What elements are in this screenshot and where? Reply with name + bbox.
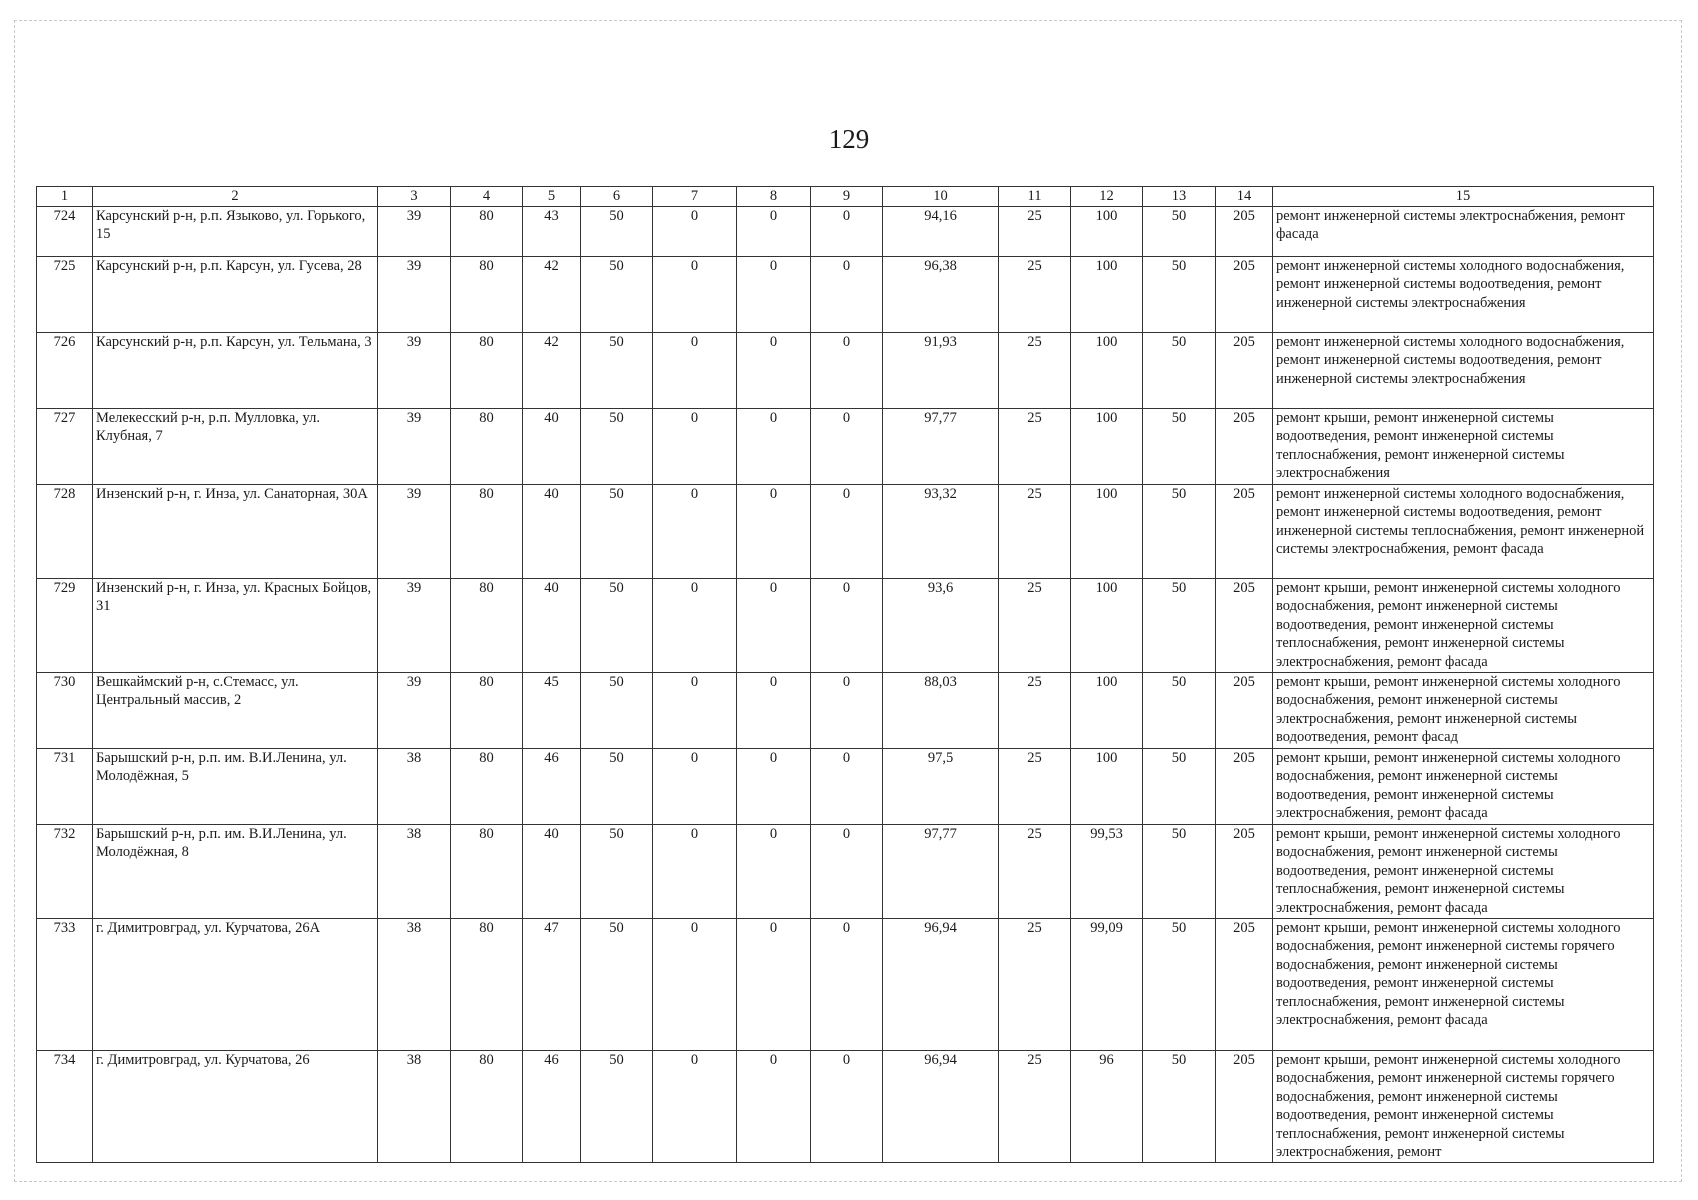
value-cell: 25 [999,918,1071,1050]
value-cell: 40 [523,824,581,918]
value-cell: 100 [1071,332,1143,408]
value-cell: 96 [1071,1050,1143,1162]
value-cell: 50 [581,332,653,408]
works-cell: ремонт инженерной системы холодного водоснабжения, ремонт инженерной системы водоотведения, ремонт инженерной системы электроснабжения [1273,332,1654,408]
row-number: 732 [37,824,93,918]
column-header: 9 [811,187,883,207]
value-cell: 40 [523,484,581,578]
value-cell: 50 [581,672,653,748]
value-cell: 0 [737,206,811,256]
value-cell: 50 [1143,918,1216,1050]
value-cell: 99,53 [1071,824,1143,918]
value-cell: 80 [451,824,523,918]
row-number: 725 [37,256,93,332]
value-cell: 42 [523,256,581,332]
row-number: 728 [37,484,93,578]
table-row [37,484,1654,578]
value-cell: 50 [1143,824,1216,918]
value-cell: 205 [1216,408,1273,484]
table-row [37,578,1654,672]
value-cell: 50 [1143,578,1216,672]
value-cell: 99,09 [1071,918,1143,1050]
column-header: 5 [523,187,581,207]
value-cell: 50 [1143,672,1216,748]
value-cell: 40 [523,408,581,484]
value-cell: 0 [811,578,883,672]
value-cell: 96,38 [883,256,999,332]
value-cell: 205 [1216,332,1273,408]
value-cell: 25 [999,206,1071,256]
value-cell: 80 [451,918,523,1050]
value-cell: 0 [653,1050,737,1162]
value-cell: 50 [581,824,653,918]
value-cell: 0 [653,578,737,672]
data-table [36,186,1654,1163]
value-cell: 0 [653,256,737,332]
row-number: 734 [37,1050,93,1162]
value-cell: 0 [653,824,737,918]
address-cell: Карсунский р-н, р.п. Карсун, ул. Гусева, 28 [93,256,378,332]
value-cell: 40 [523,578,581,672]
value-cell: 0 [653,408,737,484]
address-cell: г. Димитровград, ул. Курчатова, 26 [93,1050,378,1162]
value-cell: 39 [378,484,451,578]
works-cell: ремонт инженерной системы холодного водоснабжения, ремонт инженерной системы водоотведения, ремонт инженерной системы электроснабжения [1273,256,1654,332]
value-cell: 0 [811,408,883,484]
row-number: 727 [37,408,93,484]
address-cell: Вешкаймский р-н, с.Стемасс, ул. Центральный массив, 2 [93,672,378,748]
value-cell: 38 [378,918,451,1050]
value-cell: 0 [653,484,737,578]
column-header: 12 [1071,187,1143,207]
value-cell: 25 [999,824,1071,918]
value-cell: 0 [653,748,737,824]
value-cell: 42 [523,332,581,408]
value-cell: 50 [1143,408,1216,484]
column-header: 4 [451,187,523,207]
address-cell: Инзенский р-н, г. Инза, ул. Санаторная, 30А [93,484,378,578]
value-cell: 50 [581,206,653,256]
column-header: 2 [93,187,378,207]
value-cell: 39 [378,256,451,332]
works-cell: ремонт крыши, ремонт инженерной системы холодного водоснабжения, ремонт инженерной системы водоотведения, ремонт инженерной системы теплоснабжения, ремонт инженерной системы электроснабжения, ремонт фасада [1273,824,1654,918]
table-row [37,748,1654,824]
value-cell: 47 [523,918,581,1050]
value-cell: 80 [451,672,523,748]
value-cell: 0 [811,206,883,256]
column-header: 3 [378,187,451,207]
value-cell: 97,77 [883,824,999,918]
value-cell: 91,93 [883,332,999,408]
value-cell: 39 [378,408,451,484]
value-cell: 38 [378,824,451,918]
value-cell: 100 [1071,748,1143,824]
column-header: 11 [999,187,1071,207]
row-number: 730 [37,672,93,748]
value-cell: 46 [523,1050,581,1162]
value-cell: 80 [451,206,523,256]
value-cell: 205 [1216,206,1273,256]
table-header-row [37,187,1654,207]
value-cell: 205 [1216,748,1273,824]
value-cell: 205 [1216,256,1273,332]
value-cell: 25 [999,256,1071,332]
value-cell: 205 [1216,918,1273,1050]
value-cell: 0 [737,672,811,748]
value-cell: 205 [1216,824,1273,918]
value-cell: 88,03 [883,672,999,748]
value-cell: 25 [999,332,1071,408]
address-cell: Инзенский р-н, г. Инза, ул. Красных Бойцов, 31 [93,578,378,672]
value-cell: 0 [737,484,811,578]
value-cell: 39 [378,578,451,672]
value-cell: 0 [737,1050,811,1162]
page-number: 129 [828,124,870,154]
value-cell: 25 [999,748,1071,824]
row-number: 731 [37,748,93,824]
value-cell: 0 [811,256,883,332]
table-row [37,256,1654,332]
column-header: 15 [1273,187,1654,207]
value-cell: 94,16 [883,206,999,256]
value-cell: 0 [737,578,811,672]
value-cell: 50 [1143,256,1216,332]
table-row [37,672,1654,748]
table-row [37,408,1654,484]
value-cell: 0 [811,1050,883,1162]
value-cell: 96,94 [883,918,999,1050]
column-header: 10 [883,187,999,207]
works-cell: ремонт инженерной системы электроснабжения, ремонт фасада [1273,206,1654,256]
value-cell: 0 [737,256,811,332]
address-cell: г. Димитровград, ул. Курчатова, 26А [93,918,378,1050]
value-cell: 38 [378,748,451,824]
value-cell: 80 [451,748,523,824]
value-cell: 0 [737,918,811,1050]
works-cell: ремонт крыши, ремонт инженерной системы холодного водоснабжения, ремонт инженерной системы горячего водоснабжения, ремонт инженерной системы водоотведения, ремонт инженерной системы теплоснабжения, ремонт инженерной системы электроснабжения, ремонт [1273,1050,1654,1162]
address-cell: Мелекесский р-н, р.п. Мулловка, ул. Клубная, 7 [93,408,378,484]
value-cell: 0 [653,918,737,1050]
row-number: 733 [37,918,93,1050]
value-cell: 80 [451,484,523,578]
value-cell: 50 [581,484,653,578]
value-cell: 45 [523,672,581,748]
table-row [37,824,1654,918]
value-cell: 43 [523,206,581,256]
works-cell: ремонт крыши, ремонт инженерной системы водоотведения, ремонт инженерной системы теплоснабжения, ремонт инженерной системы электроснабжения [1273,408,1654,484]
works-cell: ремонт инженерной системы холодного водоснабжения, ремонт инженерной системы водоотведения, ремонт инженерной системы теплоснабжения, ремонт инженерной системы электроснабжения, ремонт фасада [1273,484,1654,578]
works-cell: ремонт крыши, ремонт инженерной системы холодного водоснабжения, ремонт инженерной системы электроснабжения, ремонт инженерной системы водоотведения, ремонт фасад [1273,672,1654,748]
column-header: 13 [1143,187,1216,207]
value-cell: 100 [1071,408,1143,484]
value-cell: 50 [581,408,653,484]
address-cell: Барышский р-н, р.п. им. В.И.Ленина, ул. Молодёжная, 5 [93,748,378,824]
table-row [37,332,1654,408]
value-cell: 50 [1143,206,1216,256]
value-cell: 50 [581,748,653,824]
value-cell: 93,6 [883,578,999,672]
value-cell: 25 [999,672,1071,748]
value-cell: 205 [1216,484,1273,578]
row-number: 729 [37,578,93,672]
value-cell: 0 [653,672,737,748]
column-header: 7 [653,187,737,207]
value-cell: 205 [1216,1050,1273,1162]
value-cell: 0 [737,332,811,408]
table-row [37,1050,1654,1162]
column-header: 1 [37,187,93,207]
value-cell: 50 [1143,748,1216,824]
value-cell: 93,32 [883,484,999,578]
value-cell: 80 [451,578,523,672]
value-cell: 38 [378,1050,451,1162]
value-cell: 50 [1143,332,1216,408]
column-header: 14 [1216,187,1273,207]
address-cell: Карсунский р-н, р.п. Карсун, ул. Тельмана, 3 [93,332,378,408]
value-cell: 0 [811,918,883,1050]
value-cell: 80 [451,332,523,408]
value-cell: 80 [451,408,523,484]
value-cell: 25 [999,408,1071,484]
value-cell: 39 [378,332,451,408]
value-cell: 25 [999,578,1071,672]
value-cell: 50 [1143,1050,1216,1162]
value-cell: 97,5 [883,748,999,824]
value-cell: 46 [523,748,581,824]
works-cell: ремонт крыши, ремонт инженерной системы холодного водоснабжения, ремонт инженерной системы водоотведения, ремонт инженерной системы электроснабжения, ремонт фасада [1273,748,1654,824]
value-cell: 80 [451,256,523,332]
table-row [37,206,1654,256]
row-number: 724 [37,206,93,256]
value-cell: 39 [378,672,451,748]
value-cell: 0 [811,484,883,578]
address-cell: Барышский р-н, р.п. им. В.И.Ленина, ул. Молодёжная, 8 [93,824,378,918]
value-cell: 0 [653,206,737,256]
works-cell: ремонт крыши, ремонт инженерной системы холодного водоснабжения, ремонт инженерной системы горячего водоснабжения, ремонт инженерной системы водоотведения, ремонт инженерной системы теплоснабжения, ремонт инженерной системы электроснабжения, ремонт фасада [1273,918,1654,1050]
value-cell: 205 [1216,672,1273,748]
value-cell: 50 [1143,484,1216,578]
value-cell: 0 [737,824,811,918]
address-cell: Карсунский р-н, р.п. Языково, ул. Горького, 15 [93,206,378,256]
value-cell: 0 [737,408,811,484]
value-cell: 80 [451,1050,523,1162]
value-cell: 0 [653,332,737,408]
value-cell: 97,77 [883,408,999,484]
value-cell: 0 [811,672,883,748]
column-header: 8 [737,187,811,207]
value-cell: 100 [1071,206,1143,256]
value-cell: 50 [581,918,653,1050]
value-cell: 50 [581,1050,653,1162]
row-number: 726 [37,332,93,408]
value-cell: 100 [1071,672,1143,748]
value-cell: 0 [811,748,883,824]
value-cell: 100 [1071,578,1143,672]
value-cell: 39 [378,206,451,256]
value-cell: 0 [811,332,883,408]
value-cell: 0 [811,824,883,918]
value-cell: 100 [1071,256,1143,332]
value-cell: 100 [1071,484,1143,578]
value-cell: 0 [737,748,811,824]
table-row [37,918,1654,1050]
value-cell: 25 [999,484,1071,578]
value-cell: 50 [581,256,653,332]
value-cell: 25 [999,1050,1071,1162]
works-cell: ремонт крыши, ремонт инженерной системы холодного водоснабжения, ремонт инженерной системы водоотведения, ремонт инженерной системы теплоснабжения, ремонт инженерной системы электроснабжения, ремонт фасада [1273,578,1654,672]
value-cell: 96,94 [883,1050,999,1162]
value-cell: 205 [1216,578,1273,672]
column-header: 6 [581,187,653,207]
value-cell: 50 [581,578,653,672]
